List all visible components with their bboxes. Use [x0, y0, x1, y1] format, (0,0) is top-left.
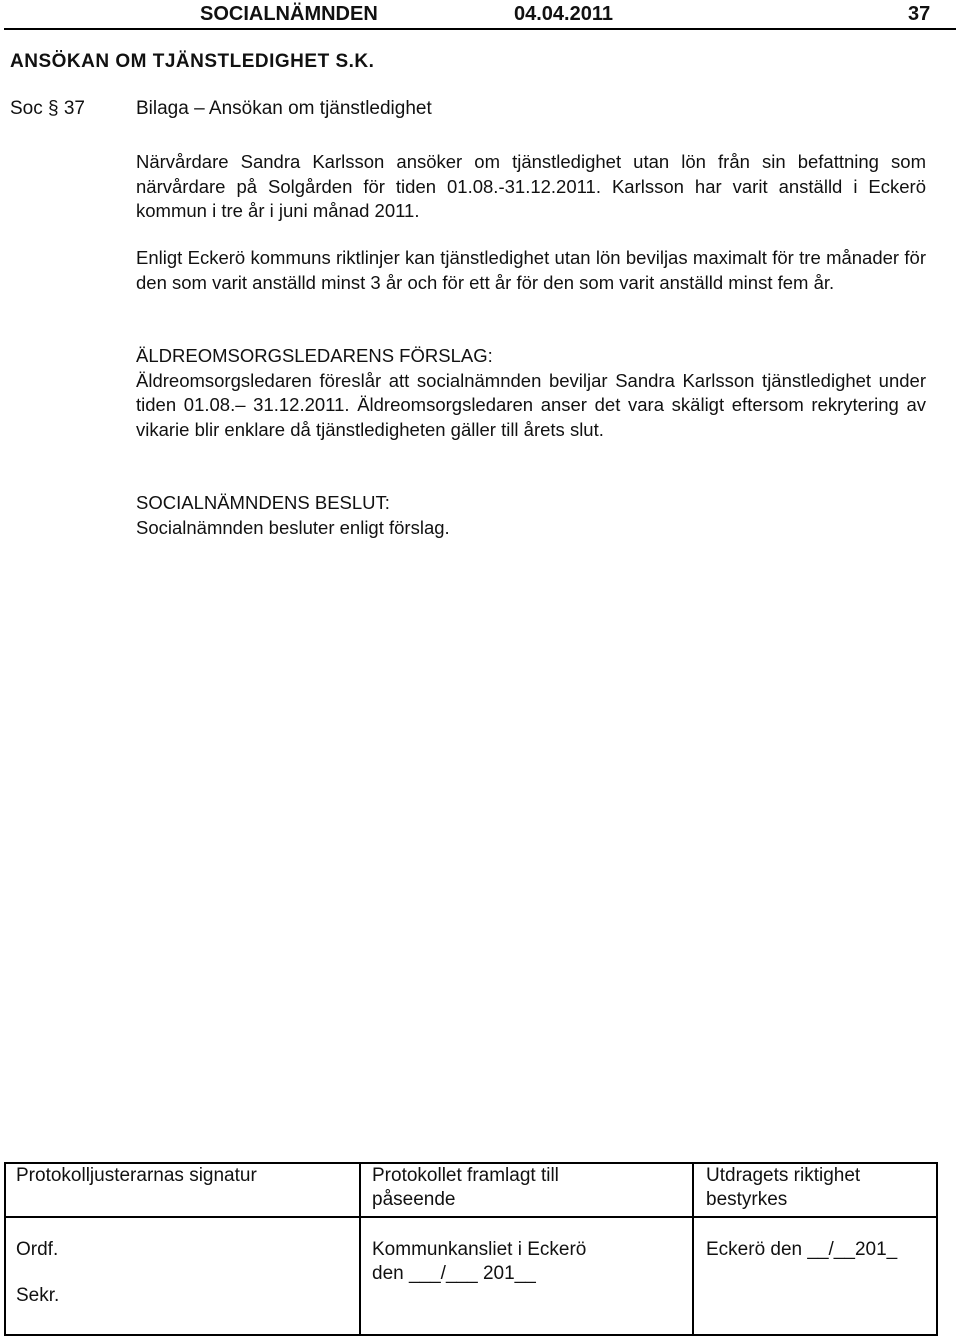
- decision-text: Socialnämnden besluter enligt förslag.: [136, 516, 450, 538]
- proposal-heading: ÄLDREOMSORGSLEDARENS FÖRSLAG:: [136, 345, 493, 366]
- header-rule: [4, 28, 956, 30]
- header-page-number: 37: [908, 3, 931, 25]
- certification-date: Eckerö den __/__201_: [706, 1239, 898, 1260]
- signature-table: [4, 1162, 938, 1336]
- header-committee: SOCIALNÄMNDEN: [200, 3, 378, 25]
- posted-location: [372, 1238, 586, 1286]
- application-text: Närvårdare Sandra Karlsson ansöker om tjänstledighet utan lön från sin befattning som närvårdare på Solgården för tiden 01.08.-31.12.2011. Karlsson har varit anställd i Eckerö kommun i tre år i juni månad 2011.: [136, 151, 926, 221]
- body-paragraph-2: [136, 246, 926, 295]
- certification-header-line1: Utdragets riktighet: [706, 1165, 861, 1186]
- certification-header: [706, 1164, 860, 1212]
- posted-header-line2: påseende: [372, 1189, 456, 1210]
- certification-header-line2: bestyrkes: [706, 1189, 788, 1210]
- posted-date-line: den ___/___ 201__: [372, 1263, 536, 1284]
- table-divider: [359, 1164, 361, 1334]
- posted-location-line1: Kommunkansliet i Eckerö: [372, 1239, 587, 1260]
- body-paragraph-1: [136, 150, 926, 224]
- posted-header-line1: Protokollet framlagt till: [372, 1165, 559, 1186]
- document-title: ANSÖKAN OM TJÄNSTLEDIGHET S.K.: [10, 51, 375, 72]
- chairman-label: Ordf.: [16, 1239, 59, 1260]
- signature-header: Protokolljusterarnas signatur: [16, 1165, 257, 1186]
- header-date: 04.04.2011: [514, 3, 613, 25]
- paragraph-reference: Soc § 37: [10, 98, 85, 119]
- table-divider: [6, 1216, 936, 1218]
- proposal-section: [136, 344, 926, 442]
- proposal-text: Äldreomsorgsledaren föreslår att socialnämnden beviljar Sandra Karlsson tjänstledighet under tiden 01.08.– 31.12.2011. Äldreomsorgsledaren anser det vara skäligt eftersom rekrytering av vikarie blir enklare då tjänstledigheten gäller till årets slut.: [136, 369, 926, 440]
- posted-header: [372, 1164, 559, 1212]
- decision-section: [136, 491, 926, 540]
- table-divider: [692, 1164, 694, 1334]
- guidelines-text: Enligt Eckerö kommuns riktlinjer kan tjänstledighet utan lön beviljas maximalt för tre månader för den som varit anställd minst 3 år och för ett år för den som varit anställd minst fem år.: [136, 247, 926, 293]
- attachment-reference: Bilaga – Ansökan om tjänstledighet: [136, 98, 432, 119]
- secretary-label: Sekr.: [16, 1285, 60, 1306]
- decision-heading: SOCIALNÄMNDENS BESLUT:: [136, 492, 390, 513]
